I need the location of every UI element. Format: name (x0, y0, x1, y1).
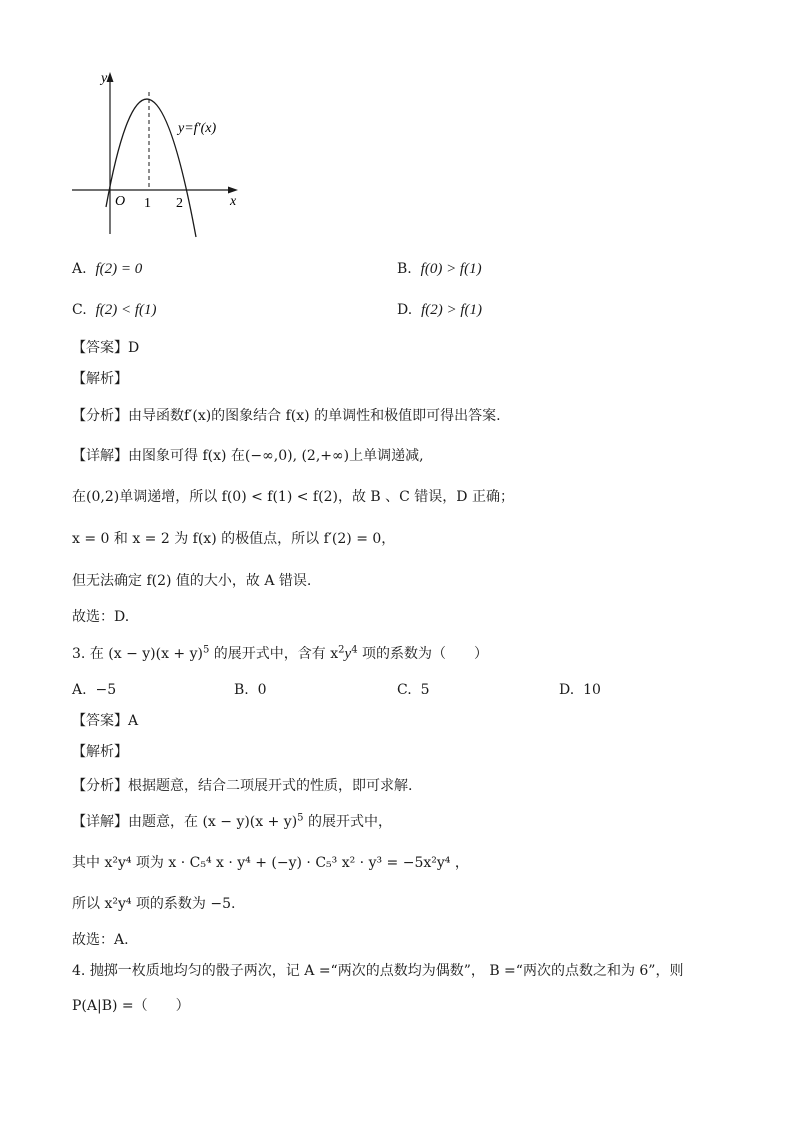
q3-option-d-text: 10 (583, 682, 601, 698)
q3-stem-mid: 的展开式中，含有 x (209, 646, 339, 662)
q2-option-d-text: f(2) > f(1) (421, 302, 483, 318)
q2-answer-value: D (128, 340, 140, 356)
q2-fenxi-text: 由导函数f′(x)的图象结合 f(x) 的单调性和极值即可得出答案. (128, 408, 501, 424)
q2-option-a-letter: A. (72, 261, 87, 277)
q2-option-b (397, 259, 482, 279)
q2-option-b-letter: B. (397, 261, 412, 277)
q3-stem-pre: 在 (x − y)(x + y) (89, 646, 203, 662)
q2-option-c-text: f(2) < f(1) (95, 302, 157, 318)
origin-label: O (115, 194, 126, 209)
q3-option-d-letter: D. (559, 682, 575, 698)
q2-xiangjie (72, 446, 424, 466)
q3-answer-tag: 【答案】 (72, 713, 128, 729)
q2-analysis-label: 【解析】 (72, 371, 128, 387)
q2-line4: 但无法确定 f(2) 值的大小，故 A 错误. (72, 573, 312, 589)
q3-option-a-text: −5 (95, 682, 117, 698)
q3-option-a (72, 680, 116, 700)
q2-answer-tag: 【答案】 (72, 340, 128, 356)
q3-stem-y: y (344, 646, 352, 662)
q2-conclusion: 故选：D. (72, 609, 130, 625)
q3-option-b-letter: B. (234, 682, 249, 698)
q3-option-a-letter: A. (72, 682, 87, 698)
q3-number: 3. (72, 646, 86, 662)
q3-option-c-letter: C. (397, 682, 412, 698)
q2-option-c-letter: C. (72, 302, 87, 318)
q3-fenxi-text: 根据题意，结合二项展开式的性质，即可求解. (128, 778, 413, 794)
q3-stem-post: 项的系数为（ ） (357, 646, 489, 662)
y-axis-arrow (107, 72, 114, 82)
q4-stem-line2: P(A|B) =（ ） (72, 998, 190, 1014)
q3-stem-pre-exp: 5 (202, 644, 210, 656)
q3-option-b-text: 0 (257, 682, 267, 698)
q2-fenxi-tag: 【分析】 (72, 408, 128, 424)
q3-xiangjie (72, 812, 392, 832)
q2-fenxi (72, 406, 501, 426)
q4-number: 4. (72, 963, 86, 979)
q3-answer-value: A (128, 713, 139, 729)
q3-xiangjie-tag: 【详解】 (72, 814, 128, 830)
q2-option-b-text: f(0) > f(1) (420, 261, 482, 277)
q3-xiangjie-post: 的展开式中， (303, 814, 392, 830)
q3-answer (72, 711, 138, 731)
q2-option-d (397, 300, 482, 320)
q3-analysis-tag (72, 742, 128, 762)
parabola-curve (106, 99, 196, 237)
q3-option-c (397, 680, 430, 700)
q2-xiangjie-tag: 【详解】 (72, 448, 128, 464)
q3-xiangjie-exp: 5 (297, 812, 304, 824)
tick-label-1: 1 (144, 196, 151, 211)
q3-analysis-label: 【解析】 (72, 744, 128, 760)
q3-stem-exp-a: 2 (338, 644, 345, 656)
tick-label-2: 2 (176, 196, 183, 211)
q2-option-c (72, 300, 157, 320)
curve-label: y=f′(x) (178, 121, 217, 136)
q3-xiangjie-pre: 由题意，在 (x − y)(x + y) (128, 814, 298, 830)
q3-stem (72, 644, 488, 664)
q3-option-d (559, 680, 601, 700)
q2-line3: x = 0 和 x = 2 为 f(x) 的极值点，所以 f′(2) = 0， (72, 531, 396, 547)
derivative-graph (60, 62, 260, 242)
q2-option-d-letter: D. (397, 302, 413, 318)
q3-fenxi (72, 776, 412, 796)
q2-option-a-text: f(2) = 0 (95, 261, 143, 277)
q3-option-b (234, 680, 267, 700)
q2-answer (72, 338, 139, 358)
q4-stem-text: 抛掷一枚质地均匀的骰子两次，记 A =“两次的点数均为偶数”， B =“两次的点数之和为 6”，则 (89, 963, 684, 979)
q3-calc-line: 其中 x²y⁴ 项为 x · C₅⁴ x · y⁴ + (−y) · C₅³ x² · y³ = −5x²y⁴ ， (72, 855, 469, 871)
q3-stem-exp-b: 4 (351, 644, 358, 656)
q2-analysis-tag (72, 369, 128, 389)
q3-coef-line: 所以 x²y⁴ 项的系数为 −5. (72, 896, 236, 912)
x-axis-label: x (230, 194, 237, 209)
q4-stem-line1 (72, 961, 683, 981)
q3-fenxi-tag: 【分析】 (72, 778, 128, 794)
q2-option-a (72, 259, 142, 279)
q3-option-c-text: 5 (420, 682, 430, 698)
q2-xiangjie-line1: 由图象可得 f(x) 在(−∞,0), (2,+∞)上单调递减, (128, 448, 424, 464)
y-axis-label: y (101, 71, 108, 86)
x-axis-arrow (228, 187, 238, 194)
q2-line2: 在(0,2)单调递增，所以 f(0) < f(1) < f(2)，故 B 、C 错误，D 正确； (72, 489, 514, 505)
q3-conclusion: 故选：A. (72, 932, 129, 948)
